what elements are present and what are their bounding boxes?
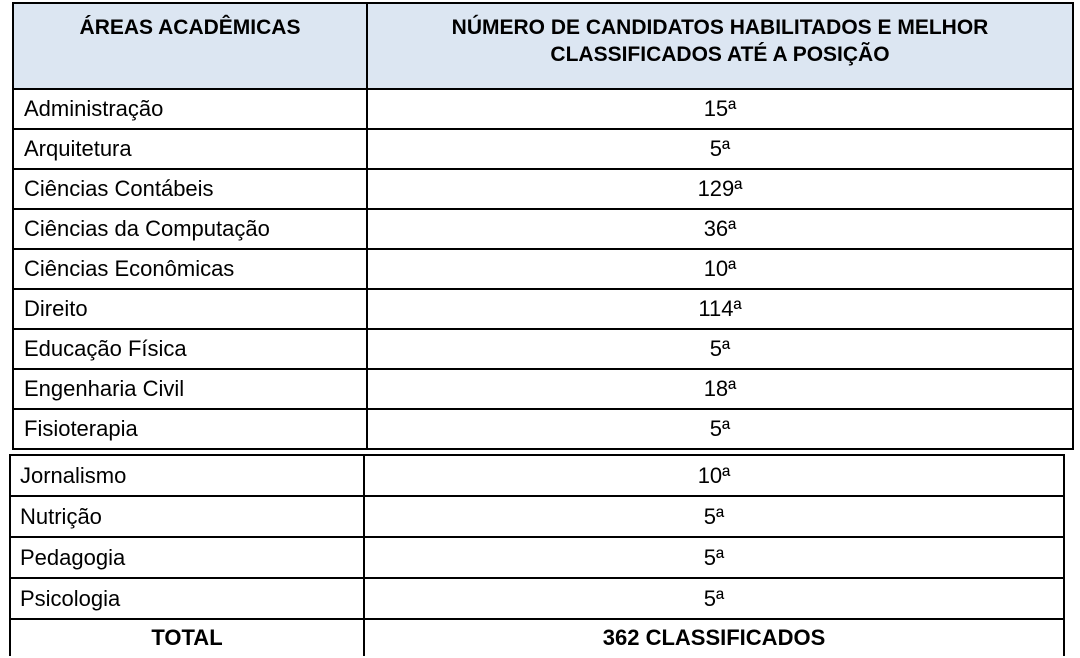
table-row bbox=[10, 496, 1064, 537]
table-row bbox=[13, 369, 1073, 409]
header-area: ÁREAS ACADÊMICAS bbox=[13, 3, 367, 89]
value-cell: 36ª bbox=[367, 209, 1073, 249]
area-cell: Ciências Econômicas bbox=[13, 249, 367, 289]
table-part-1 bbox=[12, 2, 1074, 450]
value-cell: 5ª bbox=[364, 537, 1064, 578]
table-row bbox=[13, 129, 1073, 169]
area-cell: Fisioterapia bbox=[13, 409, 367, 449]
table-part-2 bbox=[9, 454, 1065, 656]
table-row bbox=[10, 578, 1064, 619]
total-label: TOTAL bbox=[10, 619, 364, 656]
value-cell: 15ª bbox=[367, 89, 1073, 129]
table-row bbox=[10, 455, 1064, 496]
value-cell: 18ª bbox=[367, 369, 1073, 409]
area-cell: Jornalismo bbox=[10, 455, 364, 496]
table-row bbox=[13, 249, 1073, 289]
table-row bbox=[13, 329, 1073, 369]
area-cell: Arquitetura bbox=[13, 129, 367, 169]
area-cell: Nutrição bbox=[10, 496, 364, 537]
value-cell: 10ª bbox=[364, 455, 1064, 496]
value-cell: 5ª bbox=[364, 578, 1064, 619]
area-cell: Direito bbox=[13, 289, 367, 329]
area-cell: Administração bbox=[13, 89, 367, 129]
value-cell: 129ª bbox=[367, 169, 1073, 209]
table-row bbox=[10, 537, 1064, 578]
total-row bbox=[10, 619, 1064, 656]
table-row bbox=[13, 169, 1073, 209]
area-cell: Ciências Contábeis bbox=[13, 169, 367, 209]
area-cell: Engenharia Civil bbox=[13, 369, 367, 409]
header-row bbox=[13, 3, 1073, 89]
table-row bbox=[13, 409, 1073, 449]
value-cell: 5ª bbox=[367, 129, 1073, 169]
value-cell: 5ª bbox=[367, 329, 1073, 369]
area-cell: Psicologia bbox=[10, 578, 364, 619]
value-cell: 5ª bbox=[367, 409, 1073, 449]
area-cell: Educação Física bbox=[13, 329, 367, 369]
table-row bbox=[13, 289, 1073, 329]
value-cell: 5ª bbox=[364, 496, 1064, 537]
area-cell: Ciências da Computação bbox=[13, 209, 367, 249]
area-cell: Pedagogia bbox=[10, 537, 364, 578]
value-cell: 10ª bbox=[367, 249, 1073, 289]
table-row bbox=[13, 89, 1073, 129]
table-row bbox=[13, 209, 1073, 249]
value-cell: 114ª bbox=[367, 289, 1073, 329]
total-value: 362 CLASSIFICADOS bbox=[364, 619, 1064, 656]
header-count: NÚMERO DE CANDIDATOS HABILITADOS E MELHOR CLASSIFICADOS ATÉ A POSIÇÃO bbox=[367, 3, 1073, 89]
